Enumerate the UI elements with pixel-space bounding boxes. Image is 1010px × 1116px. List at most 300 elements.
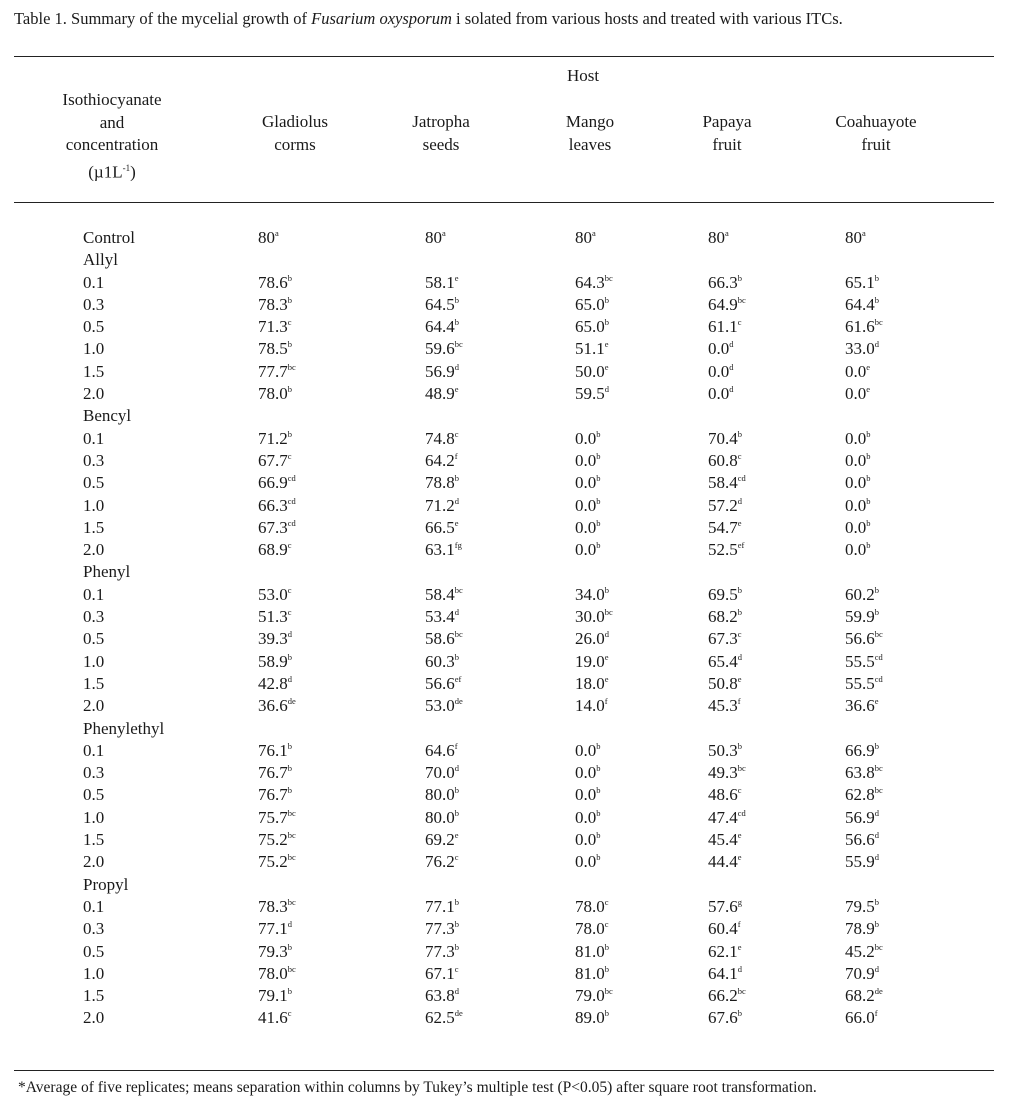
cell-value: 70.0 <box>425 763 455 783</box>
row-label: 2.0 <box>83 696 105 716</box>
table-cell <box>425 807 459 829</box>
cell-value: 68.9 <box>258 540 288 560</box>
table-cell <box>575 428 601 450</box>
row-label: 1.5 <box>83 673 105 693</box>
cell-value: 34.0 <box>575 584 605 604</box>
significance-letter: b <box>454 896 459 907</box>
cell-value: 62.1 <box>708 941 738 961</box>
cell-value: 64.3 <box>575 272 605 292</box>
significance-letter: a <box>592 228 596 238</box>
significance-letter: d <box>287 629 292 640</box>
table-cell <box>575 584 609 606</box>
table-cell <box>575 472 601 494</box>
table-cell <box>708 829 742 851</box>
cell-value: 76.7 <box>258 763 288 783</box>
table-row <box>0 807 1010 829</box>
cell-value: 75.7 <box>258 807 288 827</box>
significance-letter: d <box>604 384 609 395</box>
significance-letter: cd <box>737 473 746 484</box>
significance-letter: d <box>729 384 734 395</box>
significance-letter: c <box>737 450 742 461</box>
table-cell <box>708 472 746 494</box>
significance-letter: cd <box>287 473 296 484</box>
significance-letter: d <box>737 651 742 662</box>
significance-letter: b <box>596 785 601 796</box>
significance-letter: b <box>596 540 601 551</box>
significance-letter: e <box>604 361 609 372</box>
significance-letter: cd <box>874 673 883 684</box>
table-cell <box>425 673 461 695</box>
significance-letter: ef <box>454 673 462 684</box>
significance-letter: b <box>737 740 742 751</box>
table-cell <box>575 807 601 829</box>
significance-letter: e <box>874 696 879 707</box>
cell-value: 64.9 <box>708 294 738 314</box>
cell-value: 0.0 <box>845 473 867 493</box>
significance-letter: a <box>862 228 866 238</box>
significance-letter: d <box>729 339 734 350</box>
significance-letter: bc <box>874 317 883 328</box>
unit-text: (µ1L <box>88 162 123 182</box>
table-cell <box>575 651 609 673</box>
table-cell <box>708 361 734 383</box>
significance-letter: b <box>287 986 292 997</box>
cell-value: 60.3 <box>425 651 455 671</box>
cell-value: 64.5 <box>425 294 455 314</box>
row-label: 1.0 <box>83 339 105 359</box>
cell-value: 65.4 <box>708 651 738 671</box>
significance-letter: c <box>287 1008 292 1019</box>
significance-letter: cd <box>287 495 296 506</box>
significance-letter: ef <box>737 540 745 551</box>
significance-letter: a <box>725 228 729 238</box>
significance-letter: b <box>604 317 609 328</box>
cell-value: 89.0 <box>575 1008 605 1028</box>
table-cell <box>575 784 601 806</box>
cell-value: 63.8 <box>845 763 875 783</box>
cell-value: 0.0 <box>575 830 597 850</box>
table-cell <box>258 807 296 829</box>
significance-letter: b <box>287 272 292 283</box>
significance-letter: cd <box>874 651 883 662</box>
significance-letter: d <box>454 607 459 618</box>
table-cell <box>258 829 296 851</box>
table-cell <box>845 361 870 383</box>
table-row <box>0 651 1010 673</box>
table-cell <box>575 829 601 851</box>
cell-value: 63.8 <box>425 986 455 1006</box>
table-cell <box>845 651 883 673</box>
table-cell <box>258 784 292 806</box>
cell-value: 71.2 <box>425 495 455 515</box>
significance-letter: c <box>737 629 742 640</box>
cell-value: 60.2 <box>845 584 875 604</box>
group-label: Bencyl <box>83 406 132 426</box>
table-row <box>0 383 1010 405</box>
cell-value: 80 <box>845 228 862 247</box>
table-cell <box>425 272 459 294</box>
cell-value: 41.6 <box>258 1008 288 1028</box>
group-label: Phenyl <box>83 562 131 582</box>
cell-value: 75.2 <box>258 830 288 850</box>
table-cell <box>575 918 609 940</box>
significance-letter: f <box>737 919 741 930</box>
cell-value: 66.2 <box>708 986 738 1006</box>
table-cell <box>575 294 609 316</box>
cell-value: 76.2 <box>425 852 455 872</box>
table-cell <box>258 651 292 673</box>
cell-value: 71.3 <box>258 317 288 337</box>
cell-value: 0.0 <box>575 807 597 827</box>
cell-value: 77.3 <box>425 941 455 961</box>
table-cell <box>845 227 866 249</box>
cell-value: 80 <box>575 228 592 247</box>
table-cell <box>425 584 463 606</box>
significance-letter: g <box>737 896 742 907</box>
table-cell <box>708 539 744 561</box>
cell-value: 58.4 <box>425 584 455 604</box>
significance-letter: b <box>596 450 601 461</box>
significance-letter: a <box>275 228 279 238</box>
header-line: fruit <box>861 134 891 154</box>
significance-letter: b <box>596 517 601 528</box>
cell-value: 0.0 <box>708 384 730 404</box>
table-cell <box>708 428 742 450</box>
significance-letter: b <box>287 339 292 350</box>
table-cell <box>575 1007 609 1029</box>
cell-value: 59.5 <box>575 384 605 404</box>
table-cell <box>845 762 883 784</box>
significance-letter: b <box>737 584 742 595</box>
significance-letter: b <box>866 517 871 528</box>
table-cell <box>258 628 292 650</box>
cell-value: 33.0 <box>845 339 875 359</box>
significance-letter: c <box>454 428 459 439</box>
cell-value: 56.9 <box>845 807 875 827</box>
table-row <box>0 338 1010 360</box>
unit-close: ) <box>130 162 136 182</box>
significance-letter: f <box>454 450 458 461</box>
significance-letter: cd <box>287 517 296 528</box>
cell-value: 49.3 <box>708 763 738 783</box>
table-cell <box>845 784 883 806</box>
significance-letter: b <box>866 450 871 461</box>
cell-value: 26.0 <box>575 629 605 649</box>
significance-letter: bc <box>874 629 883 640</box>
table-cell <box>575 495 601 517</box>
table-cell <box>258 316 292 338</box>
first-column-header <box>62 89 161 184</box>
cell-value: 56.6 <box>845 629 875 649</box>
significance-letter: d <box>287 919 292 930</box>
header-line: fruit <box>712 134 742 154</box>
table-cell <box>258 272 292 294</box>
table-cell <box>845 985 883 1007</box>
significance-letter: d <box>737 495 742 506</box>
cell-value: 30.0 <box>575 607 605 627</box>
cell-value: 55.5 <box>845 673 875 693</box>
cell-value: 78.0 <box>258 963 288 983</box>
table-cell <box>708 584 742 606</box>
significance-letter: de <box>454 696 463 707</box>
cell-value: 80 <box>258 228 275 247</box>
cell-value: 0.0 <box>575 495 597 515</box>
significance-letter: e <box>604 673 609 684</box>
table-cell <box>258 896 296 918</box>
significance-letter: bc <box>454 584 463 595</box>
cell-value: 55.5 <box>845 651 875 671</box>
table-cell <box>258 1007 292 1029</box>
table-cell <box>258 606 292 628</box>
significance-letter: c <box>604 919 609 930</box>
table-cell <box>845 918 879 940</box>
table-cell <box>575 383 609 405</box>
significance-letter: d <box>874 339 879 350</box>
cell-value: 51.3 <box>258 607 288 627</box>
significance-letter: e <box>454 272 459 283</box>
cell-value: 58.6 <box>425 629 455 649</box>
column-header-mango <box>566 111 614 156</box>
significance-letter: e <box>737 673 742 684</box>
significance-letter: d <box>454 763 459 774</box>
cell-value: 54.7 <box>708 517 738 537</box>
cell-value: 0.0 <box>575 428 597 448</box>
table-cell <box>258 517 296 539</box>
significance-letter: b <box>604 584 609 595</box>
table-cell <box>575 316 609 338</box>
cell-value: 63.1 <box>425 540 455 560</box>
cell-value: 79.0 <box>575 986 605 1006</box>
significance-letter: b <box>287 428 292 439</box>
significance-letter: b <box>866 428 871 439</box>
significance-letter: b <box>874 584 879 595</box>
significance-letter: b <box>874 294 879 305</box>
cell-value: 80.0 <box>425 807 455 827</box>
row-label: 0.1 <box>83 428 105 448</box>
significance-letter: bc <box>737 763 746 774</box>
significance-letter: b <box>604 1008 609 1019</box>
cell-value: 0.0 <box>575 852 597 872</box>
significance-letter: d <box>729 361 734 372</box>
table-cell <box>425 695 463 717</box>
significance-letter: b <box>287 740 292 751</box>
table-body <box>0 227 1010 1030</box>
table-cell <box>845 316 883 338</box>
cell-value: 69.5 <box>708 584 738 604</box>
row-label: 1.5 <box>83 986 105 1006</box>
table-cell <box>425 851 459 873</box>
significance-letter: b <box>454 807 459 818</box>
significance-letter: d <box>874 830 879 841</box>
table-cell <box>258 584 292 606</box>
table-cell <box>575 272 613 294</box>
group-header-row <box>0 405 1010 427</box>
table-cell <box>575 450 601 472</box>
table-cell <box>425 918 459 940</box>
significance-letter: b <box>287 651 292 662</box>
significance-letter: b <box>287 384 292 395</box>
table-cell <box>258 762 292 784</box>
cell-value: 0.0 <box>575 763 597 783</box>
table-cell <box>258 338 292 360</box>
table-cell <box>708 383 734 405</box>
cell-value: 60.8 <box>708 450 738 470</box>
table-cell <box>708 740 742 762</box>
table-cell <box>425 740 458 762</box>
table-cell <box>575 628 609 650</box>
significance-letter: b <box>454 473 459 484</box>
table-cell <box>845 272 879 294</box>
cell-value: 77.7 <box>258 361 288 381</box>
table-cell <box>575 539 601 561</box>
cell-value: 67.7 <box>258 450 288 470</box>
header-line: Gladiolus <box>261 112 329 131</box>
table-cell <box>425 784 459 806</box>
table-row <box>0 606 1010 628</box>
table-cell <box>575 695 608 717</box>
cell-value: 64.4 <box>425 317 455 337</box>
significance-letter: b <box>454 785 459 796</box>
table-row <box>0 762 1010 784</box>
significance-letter: e <box>737 517 742 528</box>
cell-value: 53.0 <box>425 696 455 716</box>
significance-letter: c <box>287 317 292 328</box>
cell-value: 65.0 <box>575 317 605 337</box>
row-label: 0.5 <box>83 317 105 337</box>
cell-value: 78.3 <box>258 896 288 916</box>
table-cell <box>425 539 462 561</box>
cell-value: 65.1 <box>845 272 875 292</box>
cell-value: 14.0 <box>575 696 605 716</box>
table-row <box>0 517 1010 539</box>
significance-letter: b <box>604 941 609 952</box>
table-cell <box>845 495 871 517</box>
cell-value: 61.1 <box>708 317 738 337</box>
table-cell <box>575 985 613 1007</box>
cell-value: 81.0 <box>575 941 605 961</box>
cell-value: 78.0 <box>575 919 605 939</box>
table-cell <box>425 227 446 249</box>
table-row <box>0 896 1010 918</box>
significance-letter: b <box>874 740 879 751</box>
table-cell <box>845 829 879 851</box>
significance-letter: b <box>866 473 871 484</box>
table-cell <box>425 829 459 851</box>
significance-letter: bc <box>874 941 883 952</box>
significance-letter: d <box>874 807 879 818</box>
table-cell <box>425 985 459 1007</box>
table-cell <box>258 294 292 316</box>
cell-value: 71.2 <box>258 428 288 448</box>
cell-value: 78.9 <box>845 919 875 939</box>
cell-value: 45.2 <box>845 941 875 961</box>
table-cell <box>845 584 879 606</box>
column-header-coahuayote <box>835 111 916 156</box>
table-cell <box>425 963 459 985</box>
significance-letter: b <box>596 495 601 506</box>
cell-value: 67.3 <box>258 517 288 537</box>
header-line: Jatropha <box>412 112 470 131</box>
row-label: 1.0 <box>83 807 105 827</box>
table-cell <box>258 740 292 762</box>
table-row <box>0 941 1010 963</box>
significance-letter: b <box>454 651 459 662</box>
header-line: concentration <box>65 135 159 154</box>
table-cell <box>845 695 879 717</box>
cell-value: 56.6 <box>845 830 875 850</box>
cell-value: 80.0 <box>425 785 455 805</box>
significance-letter: c <box>737 785 742 796</box>
cell-value: 52.5 <box>708 540 738 560</box>
table-cell <box>708 495 742 517</box>
cell-value: 0.0 <box>575 785 597 805</box>
cell-value: 45.3 <box>708 696 738 716</box>
significance-letter: b <box>604 963 609 974</box>
group-header-row <box>0 561 1010 583</box>
table-cell <box>708 896 742 918</box>
cell-value: 66.3 <box>708 272 738 292</box>
table-row <box>0 584 1010 606</box>
row-label: 0.1 <box>83 740 105 760</box>
significance-letter: b <box>596 763 601 774</box>
table-cell <box>425 428 459 450</box>
table-cell <box>708 784 742 806</box>
group-label: Propyl <box>83 874 129 894</box>
cell-value: 48.9 <box>425 384 455 404</box>
cell-value: 0.0 <box>845 361 867 381</box>
significance-letter: e <box>866 384 871 395</box>
table-cell <box>708 450 742 472</box>
cell-value: 65.0 <box>575 294 605 314</box>
table-cell <box>575 740 601 762</box>
significance-letter: b <box>287 941 292 952</box>
cell-value: 78.8 <box>425 473 455 493</box>
table-cell <box>845 338 879 360</box>
row-label: 0.5 <box>83 473 105 493</box>
cell-value: 67.3 <box>708 629 738 649</box>
group-label: Allyl <box>83 250 118 270</box>
cell-value: 79.5 <box>845 896 875 916</box>
cell-value: 76.7 <box>258 785 288 805</box>
significance-letter: b <box>737 272 742 283</box>
table-cell <box>425 316 459 338</box>
cell-value: 59.6 <box>425 339 455 359</box>
significance-letter: b <box>596 830 601 841</box>
significance-letter: b <box>737 1008 742 1019</box>
header-line: Coahuayote <box>835 112 917 131</box>
cell-value: 78.0 <box>575 896 605 916</box>
significance-letter: b <box>287 294 292 305</box>
significance-letter: de <box>454 1008 463 1019</box>
table-cell <box>708 1007 742 1029</box>
significance-letter: d <box>874 963 879 974</box>
table-row <box>0 918 1010 940</box>
cell-value: 0.0 <box>575 473 597 493</box>
cell-value: 58.9 <box>258 651 288 671</box>
table-cell <box>845 807 879 829</box>
cell-value: 0.0 <box>575 740 597 760</box>
table-cell <box>258 450 292 472</box>
significance-letter: e <box>604 651 609 662</box>
significance-letter: bc <box>604 607 613 618</box>
table-cell <box>258 963 296 985</box>
significance-letter: c <box>737 317 742 328</box>
cell-value: 66.9 <box>258 473 288 493</box>
table-cell <box>258 673 292 695</box>
cell-value: 50.3 <box>708 740 738 760</box>
table-cell <box>258 227 279 249</box>
significance-letter: d <box>454 986 459 997</box>
